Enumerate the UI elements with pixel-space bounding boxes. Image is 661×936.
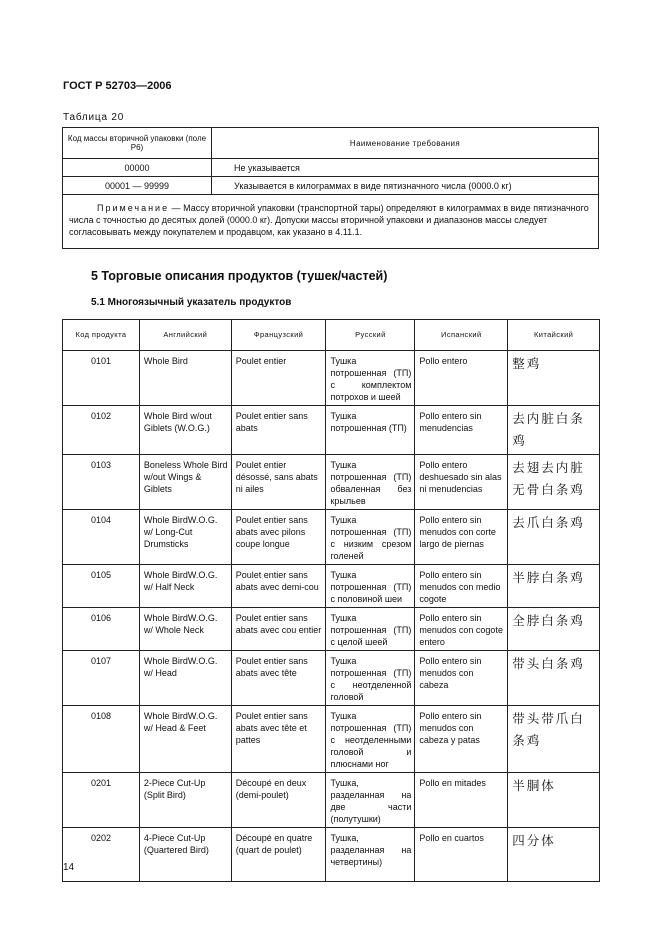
cell-ru: Тушка, разделанная на две части (полутушки): [326, 773, 415, 828]
cell-ru: Тушка потрошенная (ТП) с низким срезом голеней: [326, 510, 415, 565]
cell-es: Pollo entero: [415, 351, 508, 406]
table-row: [63, 651, 600, 706]
cell-text: Не указывается: [212, 159, 599, 177]
cell-code: 0106: [63, 608, 140, 651]
page-number: 14: [63, 862, 75, 873]
cell-es: Pollo entero sin menudos con corte largo de piernas: [415, 510, 508, 565]
cell-ru: Тушка потрошенная (ТП) с половиной шеи: [326, 565, 415, 608]
cell-fr: Poulet entier sans abats avec cou entier: [231, 608, 326, 651]
cell-code: 0103: [63, 455, 140, 510]
table-header-row: [63, 128, 599, 159]
cell-es: Pollo entero sin menudos con cabeza y patas: [415, 706, 508, 773]
product-index-table: [62, 319, 600, 882]
cell-code: 0202: [63, 828, 140, 882]
mass-code-table: [62, 127, 599, 249]
cell-fr: Poulet entier sans abats: [231, 406, 326, 455]
table-row: [63, 406, 600, 455]
cell-cn: 整鸡: [508, 351, 600, 406]
cell-en: Whole BirdW.O.G. w/ Head: [139, 651, 231, 706]
cell-code: 0102: [63, 406, 140, 455]
cell-fr: Poulet entier sans abats avec demi-cou: [231, 565, 326, 608]
cell-fr: Découpé en deux (demi-poulet): [231, 773, 326, 828]
cell-ru: Тушка потрошенная (ТП) с целой шеей: [326, 608, 415, 651]
cell-cn: 去内脏白条鸡: [508, 406, 600, 455]
cell-ru: Тушка, разделанная на четвертины): [326, 828, 415, 882]
section-heading: 5 Торговые описания продуктов (тушек/частей): [91, 269, 388, 283]
table-row: [63, 828, 600, 882]
note-row: [63, 195, 599, 249]
table-row: [63, 565, 600, 608]
note-text: — Массу вторичной упаковки (транспортной тары) определяют в килограммах в виде пятизначного числа с точностью до десятых долей (0000.0 кг). Допуски массы вторичной упаковки и диапазонов массы следует согласовывать между покупателем и продавцом, как указано в 4.11.1.: [69, 203, 589, 237]
cell-ru: Тушка потрошенная (ТП) с неотделенной головой: [326, 651, 415, 706]
cell-code: 0108: [63, 706, 140, 773]
table-row: [63, 773, 600, 828]
table-header-row: [63, 320, 600, 351]
table-row: [63, 706, 600, 773]
cell-fr: Poulet entier: [231, 351, 326, 406]
column-header-russian: Русский: [326, 320, 415, 351]
cell-code: 0105: [63, 565, 140, 608]
cell-en: Boneless Whole Bird w/out Wings & Giblets: [139, 455, 231, 510]
column-header-requirement: Наименование требования: [212, 128, 599, 159]
cell-es: Pollo entero sin menudos con medio cogote: [415, 565, 508, 608]
cell-fr: Poulet entier sans abats avec pilons coupe longue: [231, 510, 326, 565]
note-label: Примечание: [97, 203, 170, 213]
cell-cn: 带头白条鸡: [508, 651, 600, 706]
table-row: [63, 608, 600, 651]
cell-cn: 四分体: [508, 828, 600, 882]
table-row: [63, 159, 599, 177]
cell-en: 2-Piece Cut-Up (Split Bird): [139, 773, 231, 828]
cell-cn: 带头带爪白条鸡: [508, 706, 600, 773]
cell-code: 0101: [63, 351, 140, 406]
cell-es: Pollo entero deshuesado sin alas ni menudencias: [415, 455, 508, 510]
cell-code: 0104: [63, 510, 140, 565]
cell-es: Pollo entero sin menudos con cabeza: [415, 651, 508, 706]
cell-es: Pollo en cuartos: [415, 828, 508, 882]
cell-cn: 半脖白条鸡: [508, 565, 600, 608]
table-row: [63, 455, 600, 510]
column-header-english: Английский: [139, 320, 231, 351]
document-id: ГОСТ Р 52703—2006: [63, 80, 172, 92]
cell-es: Pollo en mitades: [415, 773, 508, 828]
cell-fr: Poulet entier désossé, sans abats ni ailes: [231, 455, 326, 510]
cell-en: Whole BirdW.O.G. w/ Half Neck: [139, 565, 231, 608]
column-header-spanish: Испанский: [415, 320, 508, 351]
cell-en: Whole Bird: [139, 351, 231, 406]
table-row: [63, 351, 600, 406]
cell-es: Pollo entero sin menudos con cogote entero: [415, 608, 508, 651]
cell-cn: 去翅去内脏无骨白条鸡: [508, 455, 600, 510]
table-caption: Таблица 20: [63, 112, 125, 123]
table-note: [63, 195, 599, 249]
column-header-code: Код продукта: [63, 320, 140, 351]
cell-ru: Тушка потрошенная (ТП) с комплектом потрохов и шеей: [326, 351, 415, 406]
column-header-code: Код массы вторичной упаковки (поле Р6): [63, 128, 212, 159]
cell-code: 00000: [63, 159, 212, 177]
cell-fr: Poulet entier sans abats avec tête: [231, 651, 326, 706]
cell-es: Pollo entero sin menudencias: [415, 406, 508, 455]
cell-en: 4-Piece Cut-Up (Quartered Bird): [139, 828, 231, 882]
cell-code: 0201: [63, 773, 140, 828]
column-header-chinese: Китайский: [508, 320, 600, 351]
cell-en: Whole BirdW.O.G. w/ Head & Feet: [139, 706, 231, 773]
cell-fr: Découpé en quatre (quart de poulet): [231, 828, 326, 882]
subsection-heading: 5.1 Многоязычный указатель продуктов: [91, 297, 292, 308]
cell-cn: 全脖白条鸡: [508, 608, 600, 651]
cell-fr: Poulet entier sans abats avec tête et pattes: [231, 706, 326, 773]
cell-ru: Тушка потрошенная (ТП) с неотделенными головой и плюснами ног: [326, 706, 415, 773]
cell-cn: 去爪白条鸡: [508, 510, 600, 565]
cell-ru: Тушка потрошенная (ТП): [326, 406, 415, 455]
table-row: [63, 510, 600, 565]
cell-text: Указывается в килограммах в виде пятизначного числа (0000.0 кг): [212, 177, 599, 195]
cell-en: Whole BirdW.O.G. w/ Whole Neck: [139, 608, 231, 651]
column-header-french: Французский: [231, 320, 326, 351]
cell-cn: 半胴体: [508, 773, 600, 828]
cell-code: 0107: [63, 651, 140, 706]
cell-en: Whole Bird w/out Giblets (W.O.G.): [139, 406, 231, 455]
cell-ru: Тушка потрошенная (ТП) обваленная без крыльев: [326, 455, 415, 510]
cell-code: 00001 — 99999: [63, 177, 212, 195]
cell-en: Whole BirdW.O.G. w/ Long-Cut Drumsticks: [139, 510, 231, 565]
table-row: [63, 177, 599, 195]
